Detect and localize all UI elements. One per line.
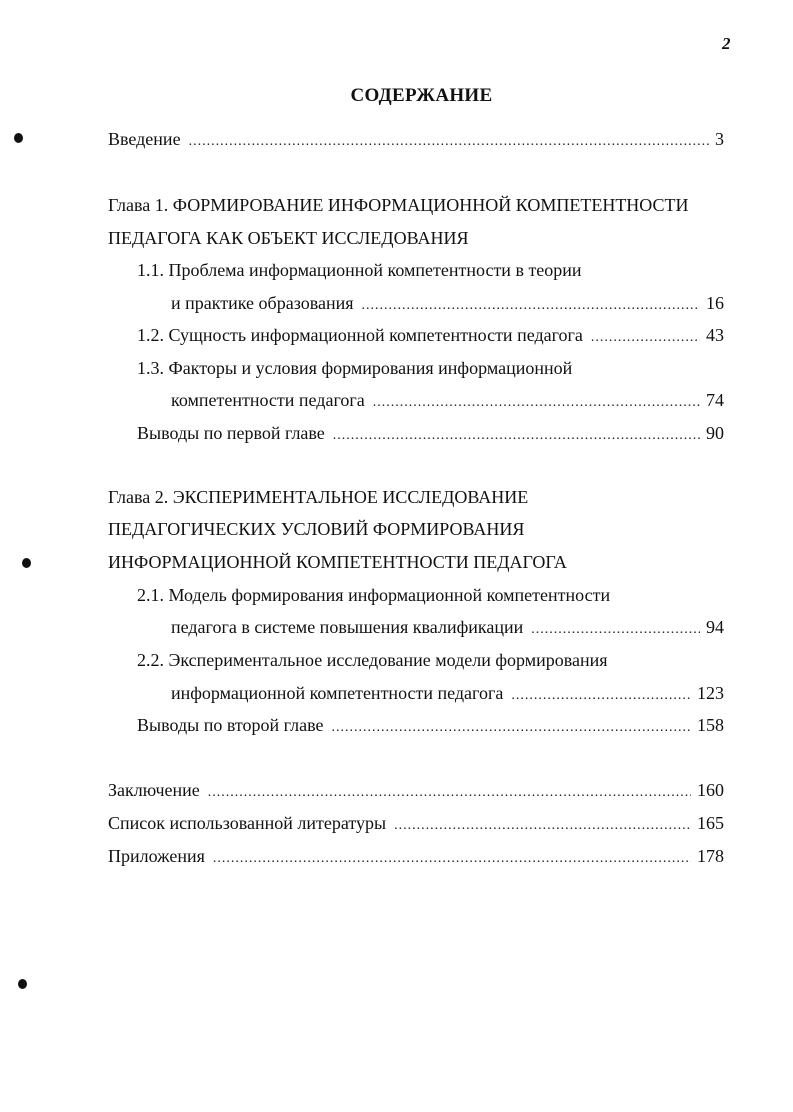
toc-entry-chapter2-conclusions[interactable] bbox=[137, 714, 724, 739]
dot-leader bbox=[213, 848, 691, 870]
chapter2-heading-line2[interactable]: ПЕДАГОГИЧЕСКИХ УСЛОВИЙ ФОРМИРОВАНИЯ bbox=[108, 519, 525, 539]
toc-entry-label: и практике образования bbox=[171, 293, 354, 313]
dot-leader bbox=[189, 131, 709, 153]
toc-entry-page: 74 bbox=[706, 390, 724, 410]
toc-entry-label: Введение bbox=[108, 129, 181, 149]
binding-mark-middle bbox=[22, 558, 31, 568]
toc-entry-label: Выводы по второй главе bbox=[137, 715, 324, 735]
chapter1-heading-line1[interactable]: Глава 1. ФОРМИРОВАНИЕ ИНФОРМАЦИОННОЙ КОМПЕТЕНТНОСТИ bbox=[108, 195, 689, 215]
dot-leader bbox=[362, 295, 701, 317]
dot-leader bbox=[331, 717, 691, 739]
toc-entry-page: 123 bbox=[697, 683, 724, 703]
chapter2-heading-line3[interactable]: ИНФОРМАЦИОННОЙ КОМПЕТЕНТНОСТИ ПЕДАГОГА bbox=[108, 552, 567, 572]
toc-entry-page: 165 bbox=[697, 813, 724, 833]
toc-entry-intro[interactable] bbox=[108, 128, 724, 153]
dot-leader bbox=[531, 619, 700, 641]
chapter1-heading-line2[interactable]: ПЕДАГОГА КАК ОБЪЕКТ ИССЛЕДОВАНИЯ bbox=[108, 228, 469, 248]
dot-leader bbox=[511, 685, 691, 707]
toc-entry-page: 3 bbox=[715, 129, 724, 149]
toc-entry-conclusion[interactable] bbox=[108, 779, 724, 804]
toc-entry-label: Выводы по первой главе bbox=[137, 423, 325, 443]
toc-entry-2-1[interactable] bbox=[171, 616, 724, 641]
toc-title: СОДЕРЖАНИЕ bbox=[350, 85, 493, 106]
dot-leader bbox=[333, 425, 700, 447]
toc-entry-label: Заключение bbox=[108, 780, 200, 800]
section-2-2-line1[interactable]: 2.2. Экспериментальное исследование модели формирования bbox=[137, 650, 608, 670]
toc-entry-label: педагога в системе повышения квалификации bbox=[171, 617, 524, 637]
toc-entry-appendices[interactable] bbox=[108, 845, 724, 870]
toc-entry-2-2[interactable] bbox=[171, 682, 724, 707]
page-number: 2 bbox=[722, 34, 731, 53]
toc-entry-label: 1.2. Сущность информационной компетентности педагога bbox=[137, 325, 583, 345]
toc-entry-page: 43 bbox=[706, 325, 724, 345]
toc-entry-1-1[interactable] bbox=[171, 292, 724, 317]
dot-leader bbox=[208, 782, 691, 804]
dot-leader bbox=[394, 815, 691, 837]
toc-entry-chapter1-conclusions[interactable] bbox=[137, 422, 724, 447]
dot-leader bbox=[373, 392, 700, 414]
toc-entry-label: компетентности педагога bbox=[171, 390, 365, 410]
toc-entry-label: информационной компетентности педагога bbox=[171, 683, 504, 703]
toc-entry-1-2[interactable] bbox=[137, 324, 724, 349]
toc-entry-page: 16 bbox=[706, 293, 724, 313]
section-2-1-line1[interactable]: 2.1. Модель формирования информационной компетентности bbox=[137, 585, 611, 605]
toc-entry-page: 94 bbox=[706, 617, 724, 637]
toc-entry-label: Приложения bbox=[108, 846, 205, 866]
toc-entry-label: Список использованной литературы bbox=[108, 813, 387, 833]
section-1-1-line1[interactable]: 1.1. Проблема информационной компетентности в теории bbox=[137, 260, 582, 280]
toc-entry-references[interactable] bbox=[108, 812, 724, 837]
toc-entry-page: 158 bbox=[697, 715, 724, 735]
toc-entry-page: 178 bbox=[697, 846, 724, 866]
chapter2-heading-line1[interactable]: Глава 2. ЭКСПЕРИМЕНТАЛЬНОЕ ИССЛЕДОВАНИЕ bbox=[108, 487, 529, 507]
section-1-3-line1[interactable]: 1.3. Факторы и условия формирования информационной bbox=[137, 358, 573, 378]
toc-entry-page: 160 bbox=[697, 780, 724, 800]
toc-entry-page: 90 bbox=[706, 423, 724, 443]
toc-entry-1-3[interactable] bbox=[171, 389, 724, 414]
dot-leader bbox=[591, 327, 700, 349]
binding-mark-bottom bbox=[18, 979, 27, 989]
binding-mark-top bbox=[14, 133, 23, 143]
